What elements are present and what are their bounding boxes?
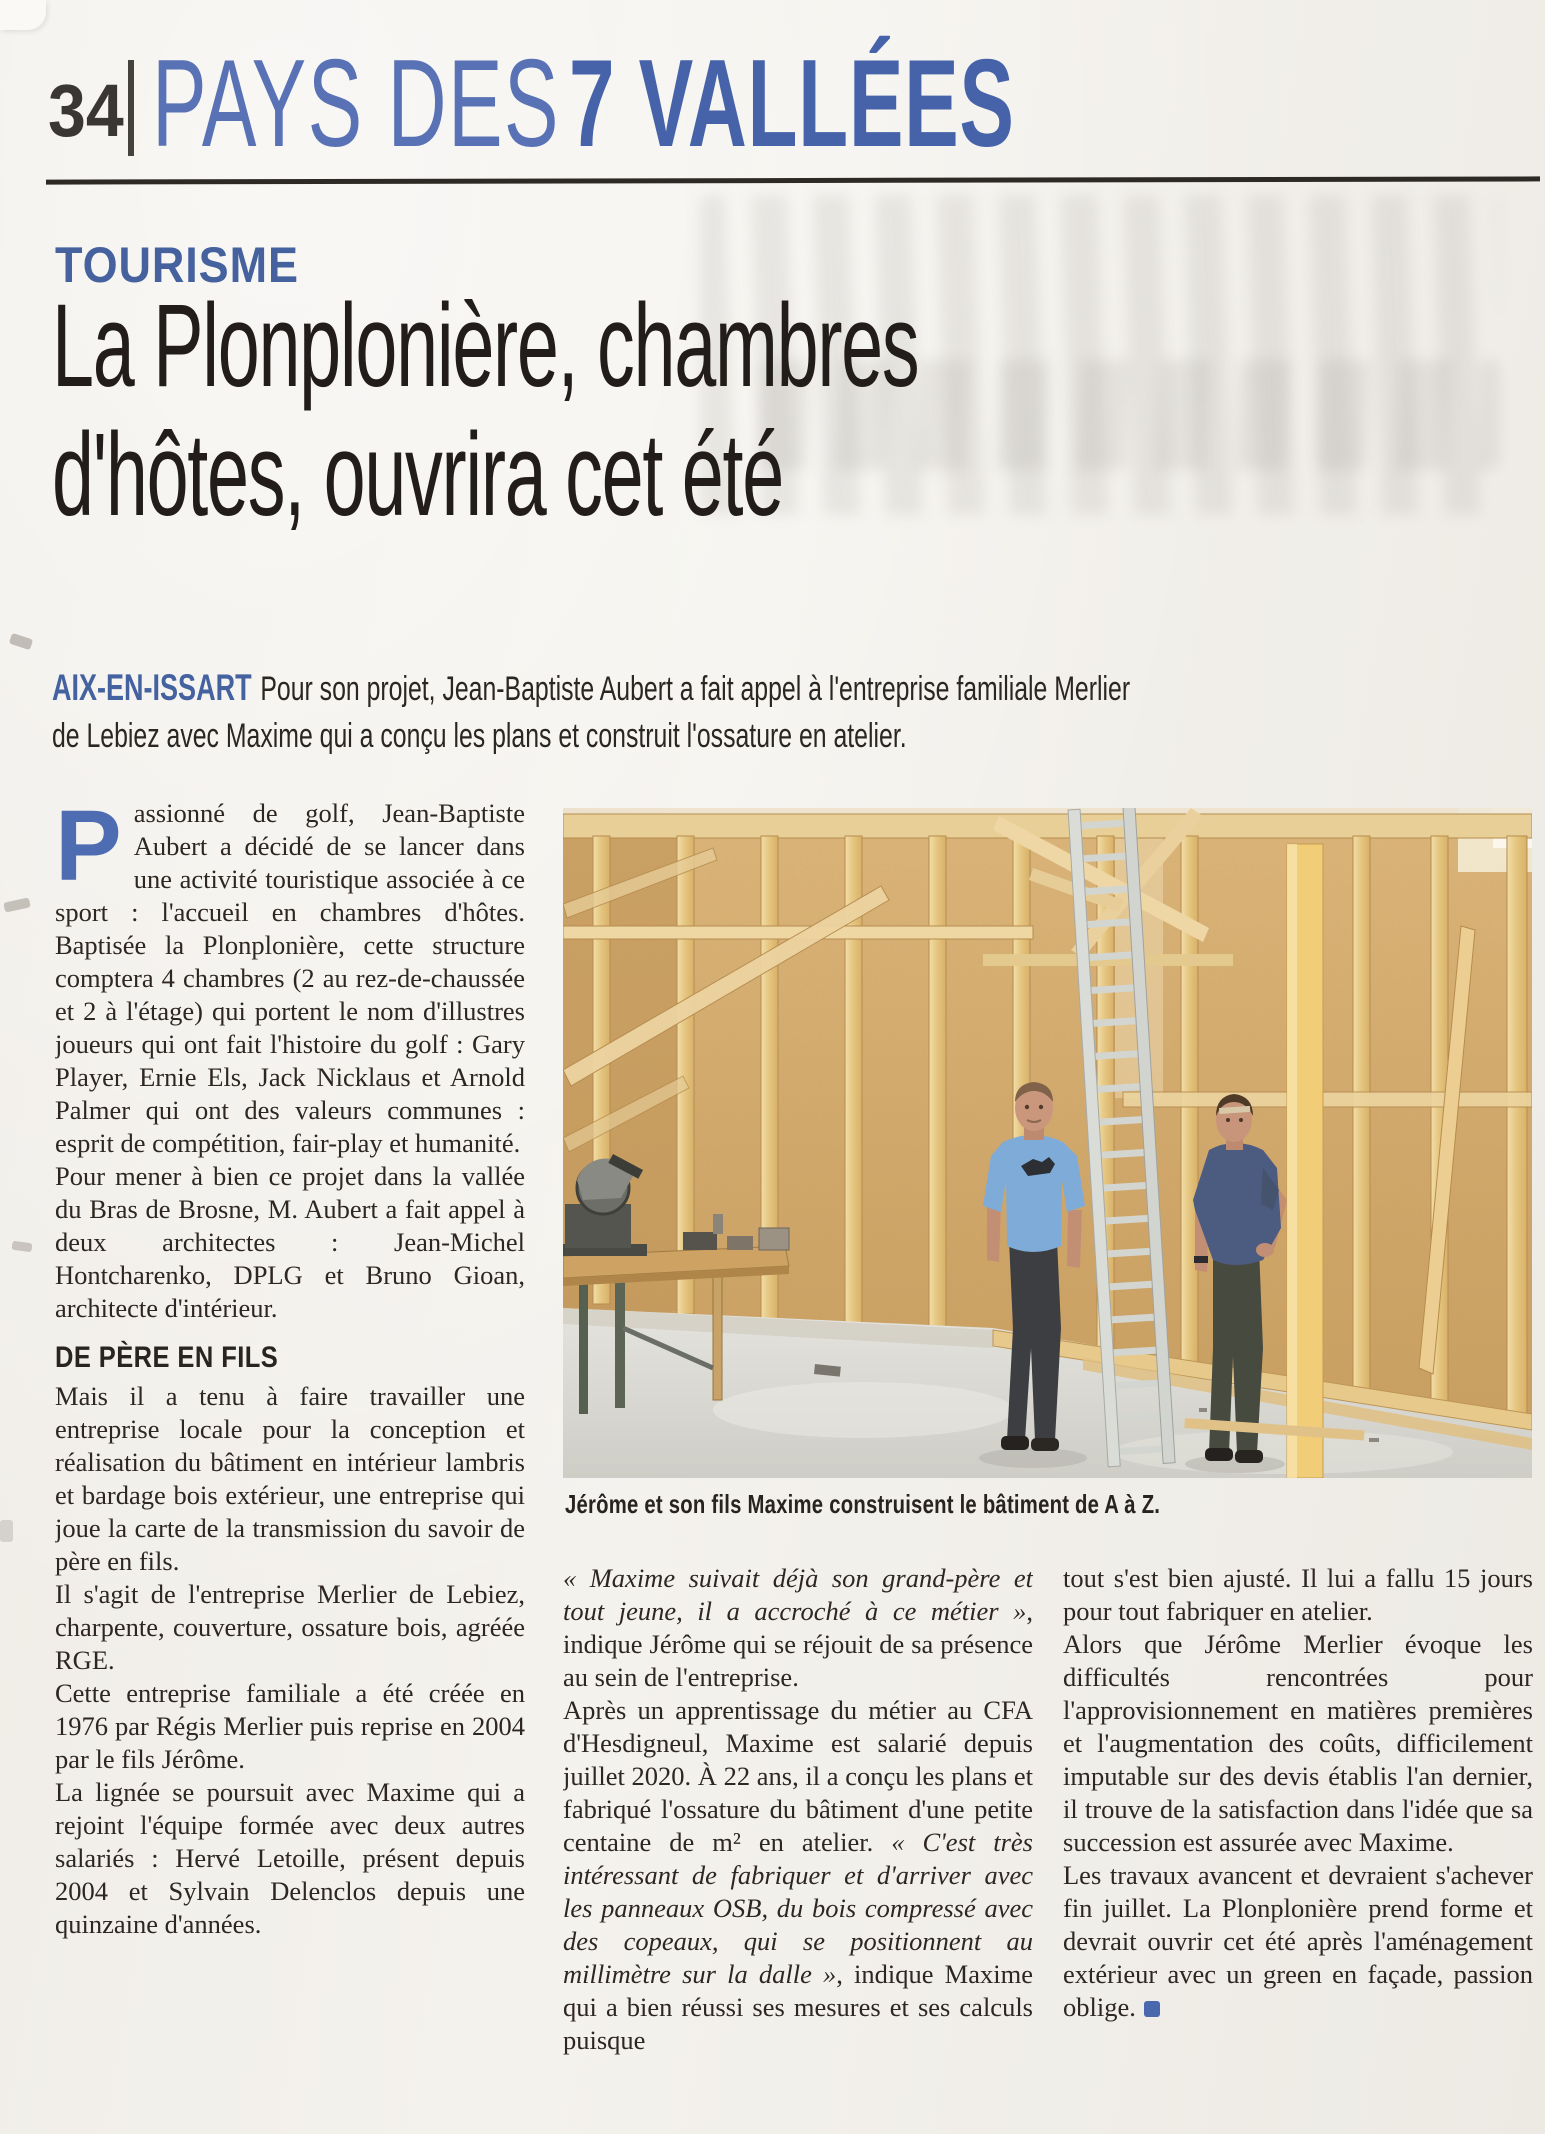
body-text: , indique Jérôme qui se réjouit de sa présence au sein de l'entreprise. (563, 1596, 1033, 1692)
paragraph (55, 1380, 525, 1578)
lede-text: Pour son projet, Jean-Baptiste Aubert a fait appel à l'entreprise familiale Merlier de Lebiez avec Maxime qui a conçu les plans et construit l'ossature en atelier. (52, 670, 1131, 755)
column-subhead: DE PÈRE EN FILS (55, 1341, 279, 1374)
construction-photo (563, 808, 1532, 1478)
paragraph (563, 1694, 1033, 2057)
section-name-light: PAYS DES (152, 35, 560, 173)
body-text: Il s'agit de l'entreprise Merlier de Lebiez, charpente, couverture, ossature bois, agréée RGE. (55, 1579, 525, 1675)
masthead-rule (46, 176, 1540, 184)
article-lede (52, 664, 1147, 760)
photo-caption: Jérôme et son fils Maxime construisent le bâtiment de A à Z. (565, 1489, 1161, 1519)
body-column-2 (563, 1562, 1033, 2134)
drop-cap: P (55, 797, 122, 902)
body-text: Mais il a tenu à faire travailler une entreprise locale pour la conception et réalisation du bâtiment en intérieur lambris et bardage bois extérieur, une entreprise qui joue la carte de la transmission du savoir de père en fils. (55, 1381, 525, 1576)
body-column-3 (1063, 1562, 1533, 2134)
margin-smudge (3, 897, 31, 912)
body-text: Pour mener à bien ce projet dans la vallée du Bras de Brosne, M. Aubert a fait appel à deux architectes : Jean-Michel Hontcharenko, DPLG et Bruno Gioan, architecte d'intérieur. (55, 1161, 525, 1323)
body-text: , indique Maxime qui a bien réussi ses mesures et ses calculs puisque (563, 1959, 1033, 2055)
body-column-1 (55, 797, 525, 2134)
margin-smudge (0, 1520, 13, 1542)
headline-line-1: La Plonplonière, chambres (52, 280, 919, 412)
paragraph (563, 1562, 1033, 1694)
end-mark (1144, 2001, 1160, 2017)
kicker-tourisme: TOURISME (55, 237, 299, 293)
paragraph (55, 1776, 525, 1941)
page-corner-curl (0, 0, 46, 30)
quote-text: « Maxime suivait déjà son grand-père et tout jeune, il a accroché à ce métier » (563, 1563, 1033, 1626)
body-text: tout s'est bien ajusté. Il lui a fallu 15 jours pour tout fabriquer en atelier. (1063, 1563, 1533, 1626)
paragraph (55, 1677, 525, 1776)
paragraph (1063, 1859, 1533, 2024)
paragraph (55, 1160, 525, 1325)
body-text: Alors que Jérôme Merlier évoque les difficultés rencontrées pour l'approvisionnement en matières premières et l'augmentation des coûts, difficilement imputable sur des devis établis l'an dernier, il trouve de la satisfaction dans l'idée que sa succession est assurée avec Maxime. (1063, 1629, 1533, 1857)
margin-smudge (9, 633, 33, 650)
body-text: Les travaux avancent et devraient s'achever fin juillet. La Plonplonière prend forme et devrait ouvrir cet été après l'aménagement extérieur avec un green en façade, passion oblige. (1063, 1860, 1533, 2022)
section-name-bold: 7 VALLÉES (569, 35, 1015, 173)
paragraph (55, 797, 525, 1160)
dateline-location: AIX-EN-ISSART (52, 667, 252, 708)
headline-line-2: d'hôtes, ouvrira cet été (52, 409, 783, 541)
paragraph (1063, 1562, 1533, 1628)
body-text: assionné de golf, Jean-Baptiste Aubert a décidé de se lancer dans une activité touristique associée à ce sport : l'accueil en chambres d'hôtes. Baptisée la Plonplonière, cette structure comptera 4 chambres (2 au rez-de-chaussée et 2 à l'étage) qui portent le nom d'illustres joueurs qui ont fait l'histoire du golf : Gary Player, Ernie Els, Jack Nicklaus et Arnold Palmer qui ont des valeurs communes : esprit de compétition, fair-play et humanité. (55, 798, 525, 1158)
masthead-divider (128, 60, 134, 156)
quote-text: « C'est très intéressant de fabriquer et d'arriver avec les panneaux OSB, du bois compressé avec des copeaux, qui se positionnent au millimètre sur la dalle » (563, 1827, 1033, 1989)
body-text: Après un apprentissage du métier au CFA d'Hesdigneul, Maxime est salarié depuis juillet 2020. À 22 ans, il a conçu les plans et fabriqué l'ossature du bâtiment d'une petite centaine de m² en atelier. (563, 1695, 1033, 1857)
body-text: La lignée se poursuit avec Maxime qui a rejoint l'équipe formée avec deux autres salariés : Hervé Letoille, présent depuis 2004 et Sylvain Delenclos depuis une quinzaine d'années. (55, 1777, 525, 1939)
margin-smudge (11, 1241, 32, 1253)
body-text: Cette entreprise familiale a été créée en 1976 par Régis Merlier puis reprise en 2004 par le fils Jérôme. (55, 1678, 525, 1774)
article-headline (52, 282, 1089, 540)
page-number: 34 (48, 69, 124, 152)
paragraph (1063, 1628, 1533, 1859)
section-nameplate (152, 35, 1015, 173)
construction-photo-art (563, 808, 1532, 1478)
paragraph (55, 1578, 525, 1677)
